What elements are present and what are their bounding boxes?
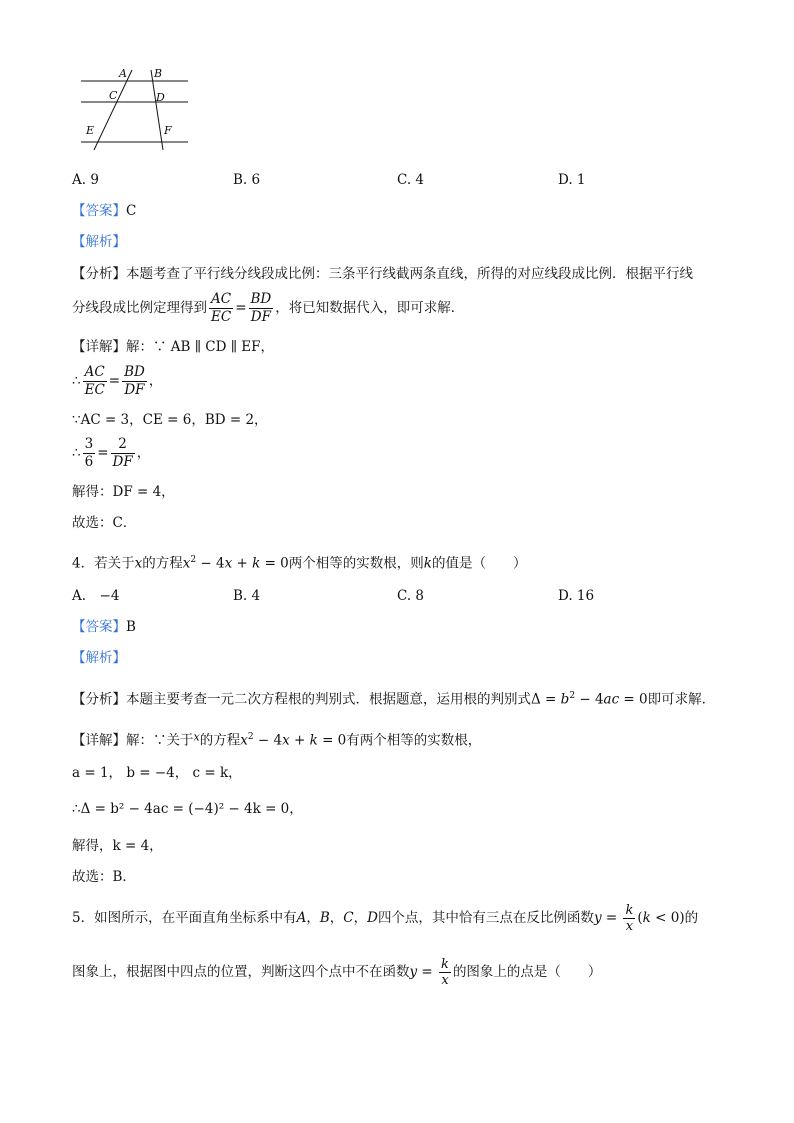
xiangjie-c: 有两个相等的实数根， bbox=[346, 732, 482, 749]
fraction-k-x: $\frac{k}{x}$ bbox=[625, 903, 634, 934]
q3-option-d[interactable]: D. 1 bbox=[558, 172, 586, 188]
label-B: B bbox=[154, 67, 163, 80]
q5-stem-line1: 5．如图所示，在平面直角坐标系中有A，B，C，D四个点，其中恰有三点在反比例函数y = $\frac{k}{x}$ (k < 0)的 bbox=[72, 903, 699, 934]
fenxi-text-2a: 分线段成比例定理得到 bbox=[72, 300, 207, 316]
q5-stem-line2: 图象上，根据图中四点的位置，判断这四个点中不在函数y = $\frac{k}{x}$ 的图象上的点是（ ） bbox=[72, 957, 602, 988]
xiangjie-tag: 【详解】 bbox=[72, 339, 126, 355]
q3-choose: 故选：C． bbox=[72, 515, 137, 531]
label-C: C bbox=[109, 89, 118, 102]
q4-stem-b: 的方程 bbox=[142, 555, 183, 572]
label-F: F bbox=[164, 124, 172, 137]
therefore-symbol-2: ∴ bbox=[72, 445, 81, 461]
q4-analysis-tag bbox=[72, 648, 126, 668]
q3-fenxi-line2: 分线段成比例定理得到 $\frac{AC}{EC}$ = $\frac{BD}{DF}$ ，将已知数据代入，即可求解． bbox=[72, 291, 465, 325]
fraction-ac-ec-2: $\frac{AC}{EC}$ bbox=[84, 364, 105, 398]
q3-option-b[interactable]: B. 6 bbox=[233, 172, 261, 188]
q3-substituted-equation: ∴ $\frac{3}{6}$ = $\frac{2}{DF}$ ， bbox=[72, 436, 151, 470]
q3-fenxi-line1 bbox=[72, 264, 693, 284]
q4-option-b[interactable]: B. 4 bbox=[233, 588, 261, 604]
fraction-2-df: $\frac{2}{DF}$ bbox=[112, 436, 133, 470]
q3-analysis-tag bbox=[72, 232, 126, 252]
q4-option-d[interactable]: D. 16 bbox=[558, 588, 595, 604]
fraction-k-x-2: $\frac{k}{x}$ bbox=[441, 957, 449, 988]
fenxi-text: 本题考查了平行线分线段成比例：三条平行线截两条直线，所得的对应线段成比例．根据平行线 bbox=[126, 266, 693, 282]
answer-value: B bbox=[126, 619, 136, 635]
q3-given: ∵AC = 3，CE = 6，BD = 2， bbox=[72, 412, 268, 428]
fraction-bd-df: $\frac{BD}{DF}$ bbox=[250, 291, 272, 325]
q3-option-c[interactable]: C. 4 bbox=[397, 172, 425, 188]
analysis-tag: 【解析】 bbox=[72, 650, 126, 666]
fraction-bd-df-2: $\frac{BD}{DF}$ bbox=[124, 364, 145, 398]
q3-option-a[interactable]: A. 9 bbox=[72, 172, 99, 188]
fenxi-tag: 【分析】 bbox=[72, 691, 126, 708]
q5-stem-1a: 5．如图所示，在平面直角坐标系中有 bbox=[72, 910, 297, 926]
q3-xiangjie-line1 bbox=[72, 337, 274, 357]
q4-discriminant: ∴Δ = b² − 4ac = (−4)² − 4k = 0， bbox=[72, 801, 303, 817]
xiangjie-b: 的方程 bbox=[199, 732, 241, 749]
q4-option-c[interactable]: C. 8 bbox=[397, 588, 425, 604]
q4-stem: 4．若关于x的方程$x^2 - 4x + k = 0$两个相等的实数根，则k的值是（ ） bbox=[72, 555, 527, 572]
answer-tag: 【答案】 bbox=[72, 203, 126, 219]
q3-ratio-equation: ∴ $\frac{AC}{EC}$ = $\frac{BD}{DF}$ ， bbox=[72, 364, 163, 398]
q4-option-a[interactable]: A. −4 bbox=[72, 588, 120, 604]
fenxi-tag: 【分析】 bbox=[72, 266, 126, 282]
fenxi-text-2b: ，将已知数据代入，即可求解． bbox=[275, 300, 465, 316]
xiangjie-tag: 【详解】 bbox=[72, 732, 126, 749]
label-A: A bbox=[119, 67, 127, 80]
q3-solve: 解得：DF = 4， bbox=[72, 484, 175, 500]
q5-stem-1b: 四个点，其中恰有三点在反比例函数 bbox=[377, 910, 594, 926]
q5-stem-2a: 图象上，根据图中四点的位置，判断这四个点中不在函数 bbox=[72, 964, 410, 980]
q4-stem-d: 的值是（ ） bbox=[431, 555, 527, 572]
q4-xiangjie: 【详解】解：∵关于$^x$的方程$x^2 - 4x + k = 0$有两个相等的实数根， bbox=[72, 730, 482, 749]
therefore-symbol: ∴ bbox=[72, 373, 81, 389]
fraction-ac-ec: $\frac{AC}{EC}$ bbox=[211, 291, 232, 325]
fenxi-end: 即可求解． bbox=[647, 691, 716, 708]
q5-stem-2b: 的图象上的点是（ ） bbox=[452, 964, 602, 980]
q4-coefficients: a = 1， b = −4， c = k， bbox=[72, 765, 242, 781]
q4-solve: 解得，k = 4， bbox=[72, 838, 163, 854]
fraction-3-6: $\frac{3}{6}$ bbox=[84, 436, 94, 470]
answer-tag: 【答案】 bbox=[72, 619, 126, 635]
xiangjie-text: 解：∵ AB ∥ CD ∥ EF， bbox=[126, 339, 274, 355]
answer-value: C bbox=[126, 203, 137, 219]
q3-answer bbox=[72, 201, 136, 221]
parallel-lines-figure bbox=[76, 64, 196, 154]
q4-stem-a: 4．若关于 bbox=[72, 555, 135, 572]
fenxi-text: 本题主要考查一元二次方程根的判别式．根据题意，运用根的判别式 bbox=[126, 691, 531, 708]
transversal-left bbox=[94, 70, 132, 150]
q4-answer bbox=[72, 617, 136, 637]
q4-fenxi: 【分析】本题主要考查一元二次方程根的判别式．根据题意，运用根的判别式$\Delta = b^2 - 4ac = 0$即可求解． bbox=[72, 691, 716, 708]
xiangjie-a: 解：∵关于 bbox=[126, 732, 194, 749]
transversal-right bbox=[151, 70, 163, 150]
q4-stem-c: 两个相等的实数根，则 bbox=[288, 555, 424, 572]
analysis-tag: 【解析】 bbox=[72, 234, 126, 250]
q5-stem-1c: 的 bbox=[684, 910, 699, 926]
q4-choose: 故选：B． bbox=[72, 869, 136, 885]
label-E: E bbox=[86, 124, 95, 137]
label-D: D bbox=[156, 91, 165, 104]
